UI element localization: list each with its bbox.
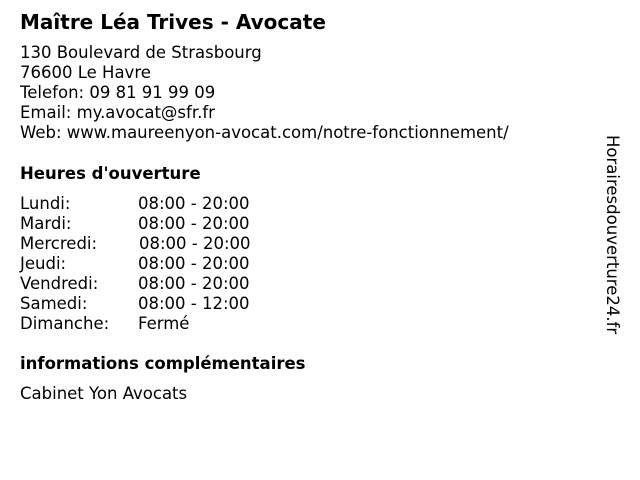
- time-value: 08:00 - 20:00: [138, 214, 250, 233]
- day-label: Jeudi:: [20, 254, 67, 273]
- opening-hours-heading: Heures d'ouverture: [20, 164, 201, 183]
- page-title: Maître Léa Trives - Avocate: [20, 10, 326, 34]
- phone-line: Telefon: 09 81 91 99 09: [20, 83, 216, 102]
- additional-info-heading: informations complémentaires: [20, 354, 306, 373]
- address-street: 130 Boulevard de Strasbourg: [20, 43, 262, 62]
- hours-row-friday: [20, 274, 251, 294]
- time-value: 08:00 - 20:00: [139, 234, 251, 253]
- day-label: Mardi:: [20, 214, 72, 233]
- time-value: Fermé: [138, 314, 190, 333]
- hours-row-saturday: [20, 294, 251, 314]
- day-label: Samedi:: [20, 294, 88, 313]
- address-city: 76600 Le Havre: [20, 63, 151, 82]
- hours-row-sunday: [20, 314, 251, 334]
- time-value: 08:00 - 20:00: [138, 254, 250, 273]
- site-watermark: Horairesdouverture24.fr: [603, 135, 622, 335]
- day-label: Lundi:: [20, 194, 71, 213]
- time-value: 08:00 - 12:00: [138, 294, 250, 313]
- email-line: Email: my.avocat@sfr.fr: [20, 103, 215, 122]
- hours-row-thursday: [20, 254, 251, 274]
- opening-hours-table: [20, 194, 251, 334]
- time-value: 08:00 - 20:00: [138, 274, 250, 293]
- hours-row-tuesday: [20, 214, 251, 234]
- contact-block: [20, 43, 509, 143]
- additional-info-text: Cabinet Yon Avocats: [20, 384, 188, 403]
- website-line: Web: www.maureenyon-avocat.com/notre-fonctionnement/: [20, 123, 509, 142]
- day-label: Vendredi:: [20, 274, 99, 293]
- day-label: Dimanche:: [20, 314, 110, 333]
- hours-row-wednesday: [20, 234, 251, 254]
- day-label: Mercredi:: [20, 234, 98, 253]
- time-value: 08:00 - 20:00: [138, 194, 250, 213]
- hours-row-monday: [20, 194, 251, 214]
